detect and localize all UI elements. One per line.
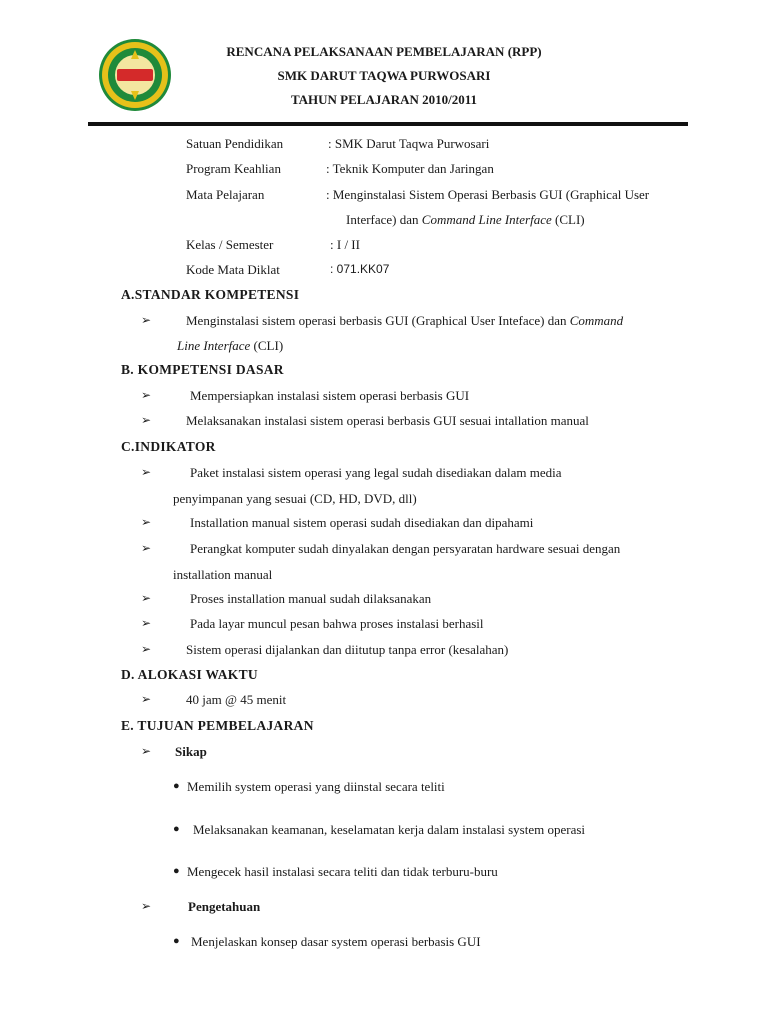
section-a-title: A.STANDAR KOMPETENSI — [121, 287, 300, 302]
c-item-3-line2: installation manual — [173, 567, 273, 582]
c-item-1-line1: Paket instalasi sistem operasi yang legal sudah disediakan dalam media — [190, 465, 562, 480]
b-item-1: Mempersiapkan instalasi sistem operasi berbasis GUI — [190, 388, 470, 403]
section-c-title: C.INDIKATOR — [121, 439, 216, 454]
mapel-text-end: (CLI) — [551, 212, 585, 227]
arrow-bullet-icon: ➢ — [141, 541, 152, 555]
kelas-value: : I / II — [330, 237, 360, 252]
section-e-title: E. TUJUAN PEMBELAJARAN — [121, 718, 314, 733]
c-item-6: Sistem operasi dijalankan dan diitutup tanpa error (kesalahan) — [186, 642, 509, 657]
d-item-1: 40 jam @ 45 menit — [186, 692, 287, 707]
bullet-icon: ● — [173, 865, 180, 877]
e-sikap-item-2: Melaksanakan keamanan, keselamatan kerja dalam instalasi system operasi — [193, 822, 586, 837]
e-pengetahuan-heading: Pengetahuan — [188, 899, 261, 914]
satuan-label: Satuan Pendidikan — [186, 136, 284, 151]
c-item-2: Installation manual sistem operasi sudah disediakan dan dipahami — [190, 515, 534, 530]
c-item-4: Proses installation manual sudah dilaksanakan — [190, 591, 432, 606]
a-item-text-2: (CLI) — [250, 338, 284, 353]
a-item-1-line2 — [177, 338, 283, 354]
section-b-title: B. KOMPETENSI DASAR — [121, 362, 284, 377]
doc-title-line1: RENCANA PELAKSANAAN PEMBELAJARAN (RPP) — [226, 44, 542, 59]
mapel-label: Mata Pelajaran — [186, 187, 265, 202]
arrow-bullet-icon: ➢ — [141, 899, 152, 913]
e-peng-item-1: Menjelaskan konsep dasar system operasi berbasis GUI — [191, 934, 481, 949]
a-item-1-line1 — [186, 313, 623, 329]
arrow-bullet-icon: ➢ — [141, 616, 152, 630]
e-sikap-item-3: Mengecek hasil instalasi secara teliti dan tidak terburu-buru — [187, 864, 498, 879]
mapel-text: Interface) dan — [346, 212, 422, 227]
mapel-italic: Command Line Interface — [421, 212, 552, 227]
kelas-label: Kelas / Semester — [186, 237, 274, 252]
bullet-icon: ● — [173, 823, 180, 835]
arrow-bullet-icon: ➢ — [141, 591, 152, 605]
arrow-bullet-icon: ➢ — [141, 465, 152, 479]
program-label: Program Keahlian — [186, 161, 281, 176]
arrow-bullet-icon: ➢ — [141, 642, 152, 656]
arrow-bullet-icon: ➢ — [141, 413, 152, 427]
a-item-italic-2: Line Interface — [177, 338, 251, 353]
e-sikap-heading: Sikap — [175, 744, 207, 759]
arrow-bullet-icon: ➢ — [141, 313, 152, 327]
kode-label: Kode Mata Diklat — [186, 262, 280, 277]
doc-title-line2: SMK DARUT TAQWA PURWOSARI — [277, 68, 491, 83]
a-item-text: Menginstalasi sistem operasi berbasis GUI (Graphical User Inteface) dan — [186, 313, 570, 328]
arrow-bullet-icon: ➢ — [141, 388, 152, 402]
arrow-bullet-icon: ➢ — [141, 744, 152, 758]
bullet-icon: ● — [173, 780, 180, 792]
c-item-5: Pada layar muncul pesan bahwa proses instalasi berhasil — [190, 616, 484, 631]
c-item-3-line1: Perangkat komputer sudah dinyalakan dengan persyaratan hardware sesuai dengan — [190, 541, 621, 556]
b-item-2: Melaksanakan instalasi sistem operasi berbasis GUI sesuai intallation manual — [186, 413, 589, 428]
satuan-value: : SMK Darut Taqwa Purwosari — [328, 136, 490, 151]
e-sikap-item-1: Memilih system operasi yang diinstal secara teliti — [187, 779, 445, 794]
mapel-value-line1: : Menginstalasi Sistem Operasi Berbasis GUI (Graphical User — [326, 187, 650, 202]
kode-value: : 071.KK07 — [330, 262, 390, 276]
mapel-value-line2 — [346, 212, 585, 228]
section-d-title: D. ALOKASI WAKTU — [121, 667, 258, 682]
c-item-1-line2: penyimpanan yang sesuai (CD, HD, DVD, dll) — [173, 491, 417, 506]
doc-title-line3: TAHUN PELAJARAN 2010/2011 — [290, 92, 478, 107]
program-value: : Teknik Komputer dan Jaringan — [326, 161, 494, 176]
header-rule — [88, 122, 688, 126]
a-item-italic: Command — [569, 313, 624, 328]
arrow-bullet-icon: ➢ — [141, 515, 152, 529]
arrow-bullet-icon: ➢ — [141, 692, 152, 706]
bullet-icon: ● — [173, 935, 180, 947]
